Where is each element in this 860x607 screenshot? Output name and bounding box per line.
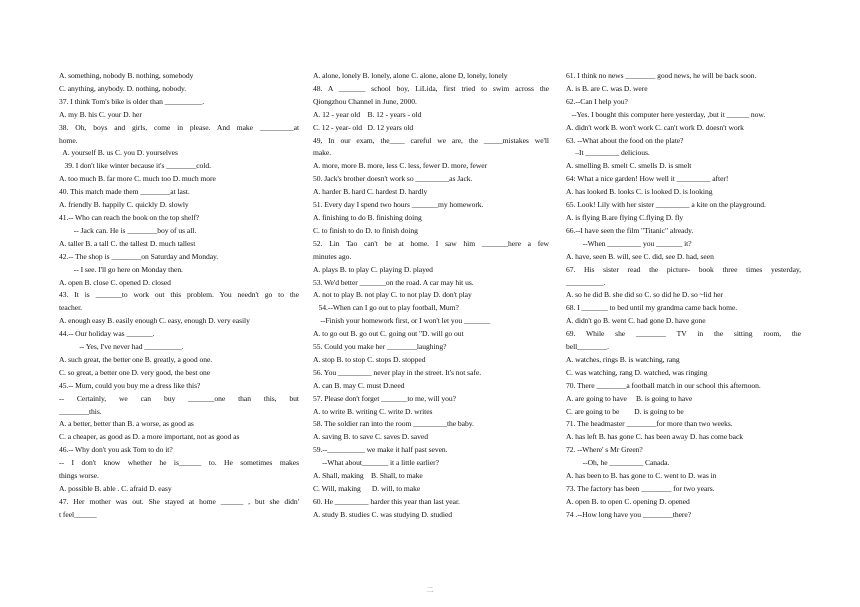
text-line: A. open B. to open C. opening D. opened xyxy=(566,496,690,506)
text-line: A. is flying B.are flying C.flying D. fly xyxy=(566,212,684,222)
text-line: 66.--I have seen the film "Titanic" already. xyxy=(566,225,694,235)
text-line: --When _________ you _______ it? xyxy=(566,238,692,248)
text-line: A. has looked B. looks C. is looked D. is looking xyxy=(566,187,713,197)
page-number: 二 xyxy=(426,586,434,594)
text-line: C. Will, making D. will, to make xyxy=(313,484,421,493)
text-line: -- Yes, I've never had __________. xyxy=(59,342,184,352)
text-line: 54.--When can I go out to play football, Mum? xyxy=(313,303,459,313)
text-line: 58. The soldier ran into the room _________the baby. xyxy=(313,419,474,429)
text-line: A. not to play B. not play C. to not play D. don't play xyxy=(313,290,472,300)
text-line: A. Shall, making B. Shall, to make xyxy=(313,471,423,481)
text-line: 49, In our exam, the____ careful we are, the _____mistakes we'll xyxy=(313,135,549,145)
text-line: A. so he did B. she did so C. so did he D. so ~lid her xyxy=(566,290,723,300)
text-line: 68. I _______ to bed until my grandma came back home. xyxy=(566,303,738,313)
text-line: C. so great, a better one D. very good, the best one xyxy=(59,367,211,377)
column-middle xyxy=(313,70,549,522)
text-line: A. finishing to do B. finishing doing xyxy=(313,212,422,222)
text-line: things worse. xyxy=(59,471,99,481)
text-line: 61. I think no news ________ good news, he will be back soon. xyxy=(566,71,757,80)
text-line: A. harder B. hard C. hardest D. hardly xyxy=(313,187,428,197)
text-line: A. taller B. a tall C. the tallest D. much tallest xyxy=(59,238,196,248)
text-line: –It _________ delicious. xyxy=(566,148,650,158)
text-line: 56. You _________ never play in the street. It's not safe. xyxy=(313,367,482,377)
text-line: A. alone, lonely B. lonely, alone C. alone, alone D, lonely, lonely xyxy=(313,71,508,80)
text-line: ________this. xyxy=(59,406,102,416)
text-line: minutes ago. xyxy=(313,251,352,261)
text-line: 53. We'd better _______on the road. A car may hit us. xyxy=(313,277,474,287)
text-line: A. friendly B. happily C. quickly D. slowly xyxy=(59,200,189,210)
column-right xyxy=(566,70,801,522)
text-line: make. xyxy=(313,148,332,158)
text-line: --Oh, he _________ Canada. xyxy=(566,458,670,468)
text-line: __________. xyxy=(566,277,606,287)
text-line: 74 .--How long have you ________there? xyxy=(566,509,692,519)
text-line: A. to write B. writing C. write D. writes xyxy=(313,406,433,416)
text-line: --Yes. I bought this computer here yesterday, ,but it ______ now. xyxy=(566,109,766,119)
text-line: A. smelling B. smelt C. smells D. is smelt xyxy=(566,161,692,171)
text-line: A. open B. close C. opened D. closed xyxy=(59,277,171,287)
text-line: 52. Lin Tao can't be at home. I saw him _______here a few xyxy=(313,238,549,248)
text-line: C. a cheaper, as good as D. a more important, not as good as xyxy=(59,432,240,442)
text-line: A. didn't go B. went C. had gone D. have gone xyxy=(566,316,706,326)
text-line: 73. The factory has been ________ for two years. xyxy=(566,484,715,493)
text-line: A. yourself B. us C. you D. yourselves xyxy=(59,148,178,158)
text-line: 39. I don't like winter because it's ________cold. xyxy=(59,161,211,171)
text-line: -- I don't know whether he is______ to. He sometimes makes xyxy=(59,458,299,468)
text-line: A. something, nobody B. nothing, somebody xyxy=(59,71,194,80)
text-line: A. a better, better than B. a worse, as good as xyxy=(59,419,194,429)
text-line: A. has been to B. has gone to C. went to D. was in xyxy=(566,471,717,481)
text-line: C. to finish to do D. to finish doing xyxy=(313,225,418,235)
text-line: 57. Please don't forget _______to me, will you? xyxy=(313,393,456,403)
text-line: 48. A _______ school boy, LiLida, first tried to swim across the xyxy=(313,83,549,93)
text-line: 60. He _________ harder this year than last year. xyxy=(313,496,460,506)
text-line: A. plays B. to play C. playing D. played xyxy=(313,264,433,274)
text-line: 59.--__________ we make it half past seven. xyxy=(313,445,448,455)
text-line: bell________. xyxy=(566,342,610,352)
text-line: 45.-- Mum, could you buy me a dress like this? xyxy=(59,380,201,390)
text-line: A. more, more B. more, less C. less, fewer D. more, fewer xyxy=(313,161,488,171)
text-line: A. my B. his C. your D. her xyxy=(59,109,142,119)
text-line: 50. Jack's brother doesn't work so _________as Jack. xyxy=(313,174,473,184)
text-line: 43. It is _______to work out this problem. You needn't go to the xyxy=(59,290,299,300)
text-line: --Finish your homework first, or I won't let you _______ xyxy=(313,316,491,326)
text-line: Qiongzhou Channel in June, 2000. xyxy=(313,96,417,106)
text-line: A. is B. are C. was D. were xyxy=(566,83,648,93)
text-line: A. stop B. to stop C. stops D. stopped xyxy=(313,354,426,364)
text-line: A. saving B. to save C. saves D. saved xyxy=(313,432,428,442)
text-line: 64: What a nice garden! How well it _________ after! xyxy=(566,174,729,184)
text-line: A. are going to have B. is going to have xyxy=(566,393,693,403)
text-line: C. was watching, rang D. watched, was ringing xyxy=(566,367,708,377)
text-line: C. are going to be D. is going to be xyxy=(566,406,684,416)
text-line: -- Jack can. He is ________boy of us all. xyxy=(59,225,197,235)
text-line: 72. --Where' s Mr Green? xyxy=(566,445,643,455)
text-line: 41.-- Who can reach the book on the top shelf? xyxy=(59,212,200,222)
text-line: A. such great, the better one B. greatly, a good one. xyxy=(59,354,213,364)
text-line: -- I see. I'll go here on Monday then. xyxy=(59,264,183,274)
text-line: teacher. xyxy=(59,303,82,313)
text-line: 37. I think Tom's bike is older than __________. xyxy=(59,96,205,106)
text-line: --What about_______ it a little earlier? xyxy=(313,458,439,468)
text-line: C. 12 - year- old D. 12 years old xyxy=(313,122,414,132)
text-line: 42.-- The shop is ________on Saturday and Monday. xyxy=(59,251,219,261)
text-line: 51. Every day I spend two hours _______my homework. xyxy=(313,200,484,210)
text-line: A. watches, rings B. is watching, rang xyxy=(566,354,680,364)
text-line: 71. The headmaster ________for more than two weeks. xyxy=(566,419,733,429)
text-line: A. has left B. has gone C. has been away D. has come back xyxy=(566,432,744,442)
text-line: 44.-- Our holiday was _______. xyxy=(59,329,155,339)
text-line: -- Certainly, we can buy _______one than this, but xyxy=(59,393,299,403)
text-line: A. can B. may C. must D.need xyxy=(313,380,405,390)
text-line: 67. His sister read the picture- book three times yesterday, xyxy=(566,264,801,274)
text-line: t feel______ xyxy=(59,509,97,519)
text-line: 55. Could you make her ________laughing? xyxy=(313,342,447,352)
text-line: home. xyxy=(59,135,78,145)
text-line: A. too much B. far more C. much too D. much more xyxy=(59,174,216,184)
text-line: A. to go out B. go out C. going out "D. will go out xyxy=(313,329,464,339)
text-line: 47. Her mother was out. She stayed at home ______ , but she didn' xyxy=(59,496,299,506)
text-line: 38. Oh, boys and girls, come in please. And make _________at xyxy=(59,122,299,132)
text-line: 63. --What about the food on the plate? xyxy=(566,135,684,145)
text-line: A. didn't work B. won't work C. can't work D. doesn't work xyxy=(566,122,744,132)
text-line: A. possible B. able . C. afraid D. easy xyxy=(59,484,172,493)
text-line: 46.-- Why don't you ask Tom to do it? xyxy=(59,445,173,455)
text-line: 70. There ________a football match in our school this afternoon. xyxy=(566,380,761,390)
column-left xyxy=(59,70,299,522)
text-line: A. have, seen B. will, see C. did, see D. had, seen xyxy=(566,251,714,261)
text-line: 62.--Can I help you? xyxy=(566,96,628,106)
text-line: 40. This match made them ________at last. xyxy=(59,187,190,197)
text-line: A. study B. studies C. was studying D. studied xyxy=(313,509,453,519)
text-line: 69. While she ________ TV in the sitting room, the xyxy=(566,329,801,339)
text-line: A. 12 - year old B. 12 - years - old xyxy=(313,109,422,119)
text-line: A. enough easy B. easily enough C. easy, enough D. very easily xyxy=(59,316,250,326)
text-line: C. anything, anybody. D. nothing, nobody. xyxy=(59,83,187,93)
text-line: 65. Look! Lily with her sister _________ a kite on the playground. xyxy=(566,200,766,210)
